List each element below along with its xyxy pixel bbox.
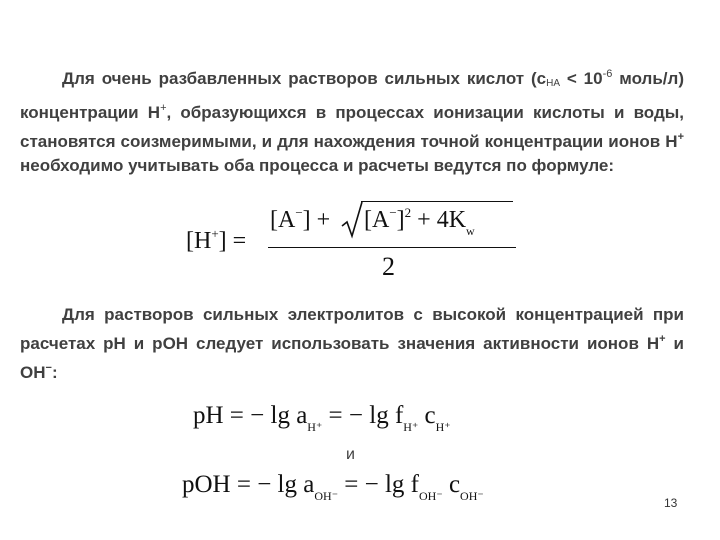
p2-part3: : [51,363,58,382]
p1-sup-exp: -6 [602,68,613,80]
formula1-root-content: $[A^-]^2 + 4K_w$ [364,205,475,238]
p1-part2: < 10 [560,69,603,88]
ph-formula: pH = − $\lg a_{H^+}$ = − $\lg f_{H^+}$ $c_{H^+}$ [193,402,451,434]
sqrt-sign-icon [340,200,364,240]
sqrt-overline [361,201,513,202]
fraction-bar [268,247,516,248]
formula1-lhs: [H+] = [186,226,247,254]
p1-sup-plus-2: + [677,131,684,143]
p2-part1: Для растворов сильных электролитов с высокой концентрацией при расчетах pH и pOH следует использовать значения активности ионов H [20,305,684,353]
p1-part4: , образующихся в процессах ионизации кислоты и воды, становятся соизмеримыми, и для нахождения точной концентрации ионов H [20,103,684,151]
activity-paragraph [20,303,684,385]
p1-sub-ha: HA [546,78,560,89]
page-number: 13 [664,496,678,510]
p2-sup-plus: + [659,333,666,345]
conjunction-and: и [346,446,355,463]
p1-sup-plus: + [160,102,167,114]
p1-part3: моль/л) концентрации H [20,69,684,122]
poh-formula: pOH = − $\lg a_{OH^-}$ = − $\lg f_{OH^-}$ $c_{OH^-}$ [182,471,484,503]
p1-part5: необходимо учитывать оба процесса и расчеты ведутся по формуле: [20,156,615,175]
p1-part1: Для очень разбавленных растворов сильных кислот (с [62,69,547,88]
intro-paragraph [20,62,684,178]
formula1-denominator: 2 [382,252,395,281]
p2-sup-minus: − [45,362,52,374]
p2-part2: и OH [20,334,684,382]
formula1-numerator-a: [A−] + [270,205,331,233]
